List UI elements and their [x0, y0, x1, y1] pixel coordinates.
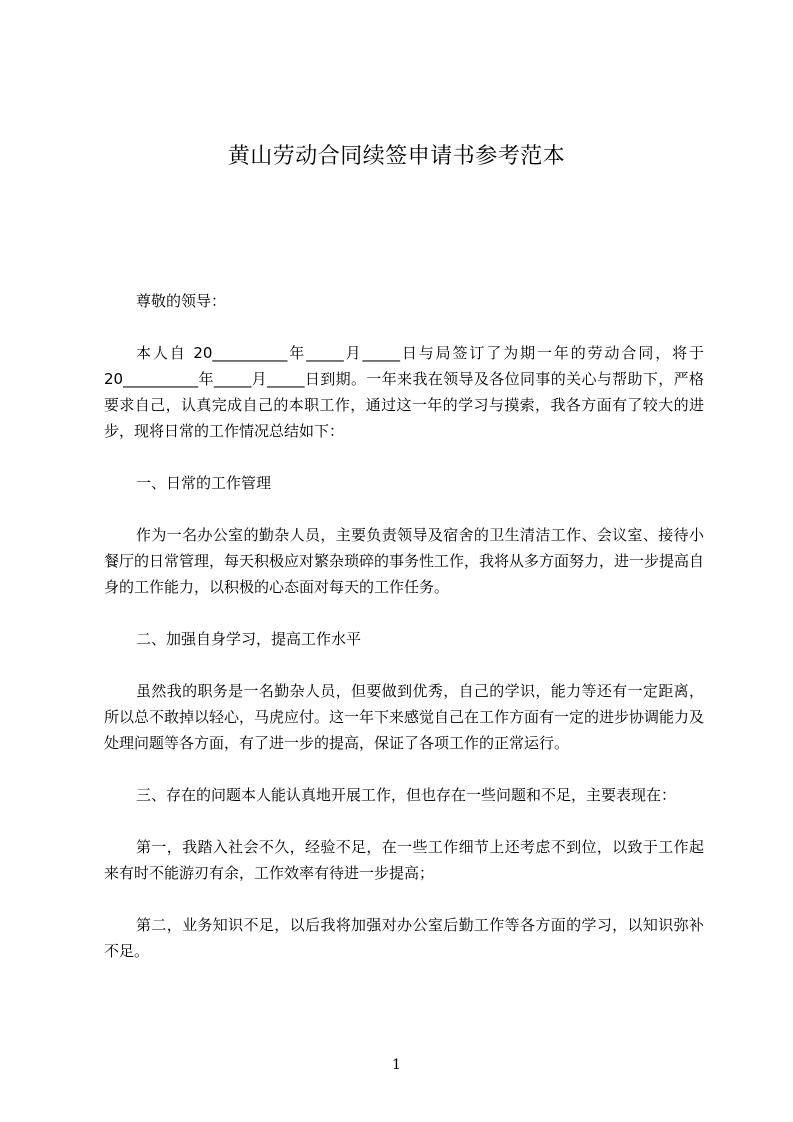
intro-paragraph: 本人自 20__________年_____月_____日与局签订了为期一年的劳动合同，将于 20__________年_____月_____日到期。一年来我在领导及各位同事的关心与帮助下，严格要求自己，认真完成自己的本职工作，通过这一年的学习与摸索，我各方面有了较大的进步，现将日常的工作情况总结如下：	[104, 344, 704, 440]
issue-2-paragraph: 第二，业务知识不足，以后我将加强对办公室后勤工作等各方面的学习，以知识弥补不足。	[104, 916, 704, 960]
document-title: 黄山劳动合同续签申请书参考范本	[227, 144, 566, 169]
section-2-paragraph: 虽然我的职务是一名勤杂人员，但要做到优秀，自己的学识，能力等还有一定距离，所以总不敢掉以轻心，马虎应付。这一年下来感觉自己在工作方面有一定的进步协调能力及处理问题等各方面，有了进一步的提高，保证了各项工作的正常运行。	[104, 682, 705, 752]
section-heading-3: 三、存在的问题本人能认真地开展工作，但也存在一些问题和不足，主要表现在：	[136, 786, 677, 804]
section-heading-1: 一、日常的工作管理	[136, 474, 272, 492]
section-1-paragraph: 作为一名办公室的勤杂人员，主要负责领导及宿舍的卫生清洁工作、会议室、接待小餐厅的日常管理，每天积极应对繁杂琐碎的事务性工作，我将从多方面努力，进一步提高自身的工作能力，以积极的心态面对每天的工作任务。	[104, 526, 705, 596]
page-number: 1	[392, 1057, 401, 1073]
issue-1-paragraph: 第一，我踏入社会不久，经验不足，在一些工作细节上还考虑不到位，以致于工作起来有时不能游刃有余，工作效率有待进一步提高；	[104, 838, 704, 882]
section-heading-2: 二、加强自身学习，提高工作水平	[136, 630, 362, 648]
document-body	[104, 288, 704, 990]
salutation: 尊敬的领导：	[136, 292, 227, 310]
